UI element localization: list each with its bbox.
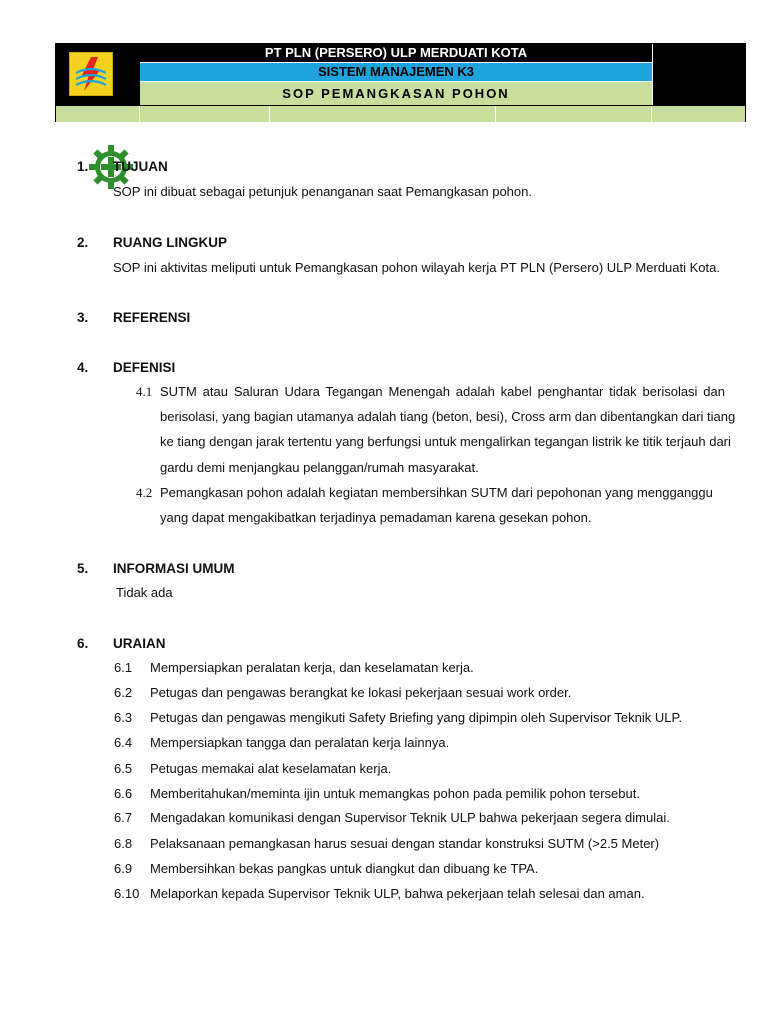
list-item: Petugas dan pengawas mengikuti Safety Briefing yang dipimpin oleh Supervisor Teknik ULP.: [150, 710, 683, 725]
list-item: Mempersiapkan tangga dan peralatan kerja lainnya.: [150, 735, 450, 750]
list-item: Melaporkan kepada Supervisor Teknik ULP, bahwa pekerjaan telah selesai dan aman.: [150, 886, 645, 901]
list-item-number: 6.5: [114, 761, 133, 776]
definition-number: 4.2: [136, 485, 153, 500]
section-number: 6.: [77, 636, 89, 651]
section-number: 4.: [77, 360, 89, 375]
list-item: Pelaksanaan pemangkasan harus sesuai dengan standar konstruksi SUTM (>2.5 Meter): [150, 836, 660, 851]
document-title: SOP PEMANGKASAN POHON: [140, 81, 652, 105]
list-item-number: 6.7: [114, 810, 133, 825]
definition-line: gardu demi menjangkau pelanggan/rumah masyarakat.: [160, 460, 479, 475]
list-item-number: 6.4: [114, 735, 133, 750]
list-item: Mempersiapkan peralatan kerja, dan keselamatan kerja.: [150, 660, 474, 675]
pln-logo-icon: [69, 52, 113, 96]
section-title-uraian: URAIAN: [113, 636, 166, 651]
header-info-row: [56, 105, 745, 122]
section-body-informasi-umum: Tidak ada: [116, 585, 173, 600]
list-item-number: 6.8: [114, 836, 133, 851]
list-item: Mengadakan komunikasi dengan Supervisor Teknik ULP bahwa pekerjaan segera dimulai.: [150, 810, 670, 825]
company-name: PT PLN (PERSERO) ULP MERDUATI KOTA: [140, 44, 652, 62]
info-cell: [270, 106, 496, 122]
section-number: 2.: [77, 235, 89, 250]
list-item-number: 6.3: [114, 710, 133, 725]
section-title-defenisi: DEFENISI: [113, 360, 176, 375]
section-body-tujuan: SOP ini dibuat sebagai petunjuk penanganan saat Pemangkasan pohon.: [113, 184, 532, 199]
list-item: Membersihkan bekas pangkas untuk diangkut dan dibuang ke TPA.: [150, 861, 539, 876]
definition-line: berisolasi, yang bagian utamanya adalah tiang (beton, besi), Cross arm dan dibentangkan dari tiang: [160, 409, 736, 424]
info-cell: [652, 106, 745, 122]
section-number: 1.: [77, 159, 89, 174]
system-name: SISTEM MANAJEMEN K3: [140, 62, 652, 81]
logo-cell: [56, 44, 140, 105]
list-item-number: 6.1: [114, 660, 133, 675]
section-title-tujuan: TUJUAN: [113, 159, 168, 174]
info-cell: [496, 106, 652, 122]
section-number: 3.: [77, 310, 89, 325]
list-item-number: 6.6: [114, 786, 133, 801]
header-right-cell: [652, 44, 746, 105]
list-item-number: 6.2: [114, 685, 133, 700]
list-item: Petugas dan pengawas berangkat ke lokasi pekerjaan sesuai work order.: [150, 685, 572, 700]
list-item: Memberitahukan/meminta ijin untuk memangkas pohon pada pemilik pohon tersebut.: [150, 786, 640, 801]
section-body-ruang-lingkup: SOP ini aktivitas meliputi untuk Pemangkasan pohon wilayah kerja PT PLN (Persero) ULP Merduati Kota.: [113, 260, 720, 275]
list-item: Petugas memakai alat keselamatan kerja.: [150, 761, 392, 776]
section-title-referensi: REFERENSI: [113, 310, 191, 325]
section-title-ruang-lingkup: RUANG LINGKUP: [113, 235, 227, 250]
document-header: [55, 43, 746, 122]
info-cell: [140, 106, 270, 122]
definition-line: SUTM atau Saluran Udara Tegangan Menengah adalah kabel penghantar tidak berisolasi dan: [160, 384, 725, 399]
definition-line: yang dapat mengakibatkan terjadinya pemadaman karena gesekan pohon.: [160, 510, 592, 525]
definition-line: Pemangkasan pohon adalah kegiatan membersihkan SUTM dari pepohonan yang mengganggu: [160, 485, 713, 500]
list-item-number: 6.9: [114, 861, 133, 876]
definition-line: ke tiang dengan jarak tertentu yang berfungsi untuk mengalirkan tegangan listrik ke titik terjauh dari: [160, 434, 731, 449]
list-item-number: 6.10: [114, 886, 140, 901]
definition-number: 4.1: [136, 384, 153, 399]
section-title-informasi-umum: INFORMASI UMUM: [113, 561, 235, 576]
section-number: 5.: [77, 561, 89, 576]
info-cell: [56, 106, 140, 122]
